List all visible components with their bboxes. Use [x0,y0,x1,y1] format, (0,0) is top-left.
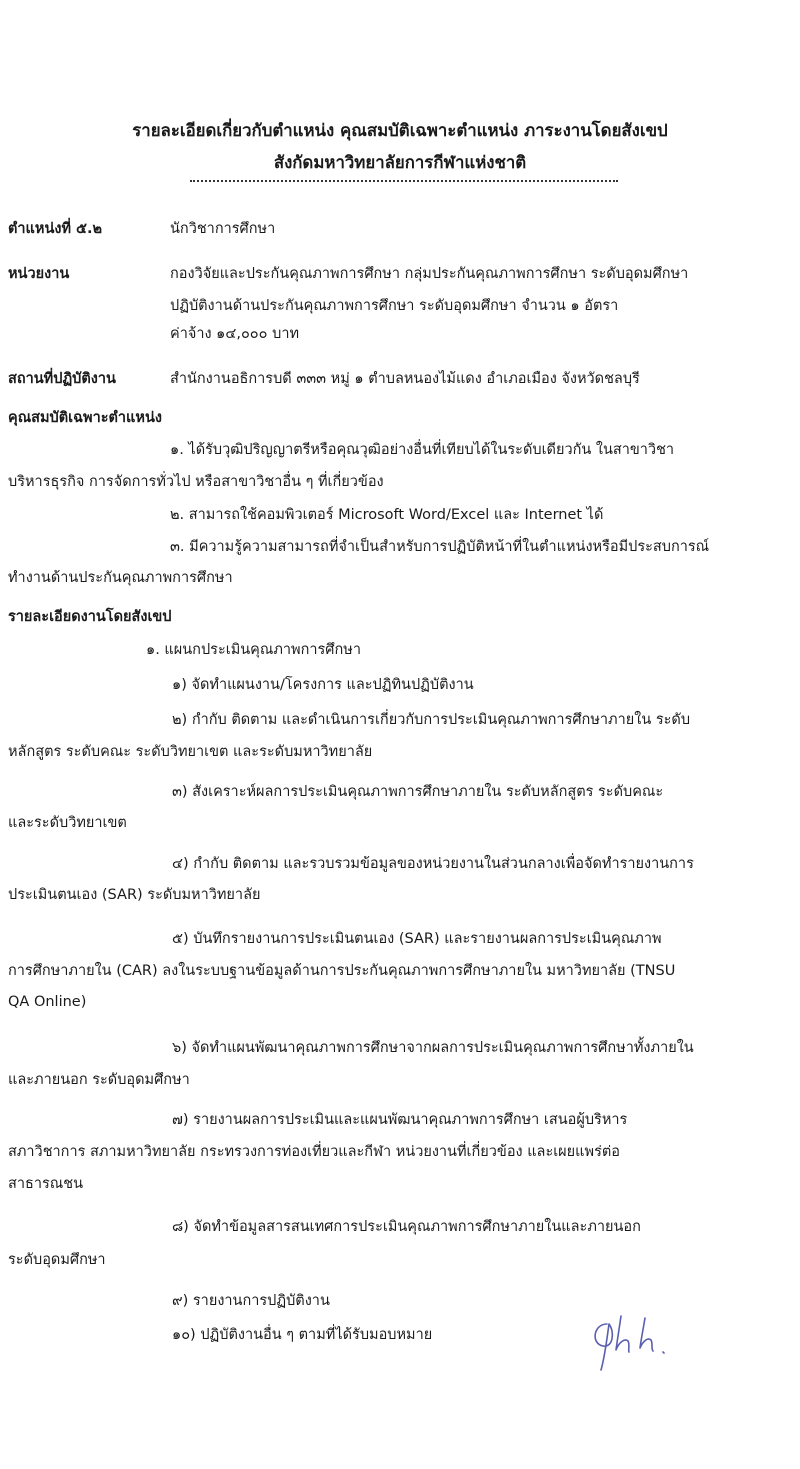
position-value: นักวิชาการศึกษา [170,221,276,237]
duty-3-line1: ๓) สังเคราะห์ผลการประเมินคุณภาพการศึกษาภายใน ระดับหลักสูตร ระดับคณะ [172,784,664,800]
qualification-1-line2: บริหารธุรกิจ การจัดการทั่วไป หรือสาขาวิชาอื่น ๆ ที่เกี่ยวข้อง [8,474,384,490]
qualification-3-line2: ทำงานด้านประกันคุณภาพการศึกษา [8,570,233,586]
document-title-line2: สังกัดมหาวิทยาลัยการกีฬาแห่งชาติ [273,152,527,172]
position-label: ตำแหน่งที่ ๕.๒ [8,221,103,237]
qualification-1-line1: ๑. ได้รับวุฒิปริญญาตรีหรือคุณวุฒิอย่างอื่นที่เทียบได้ในระดับเดียวกัน ในสาขาวิชา [170,442,675,458]
dotted-divider [190,180,618,182]
unit-salary: ค่าจ้าง ๑๔,๐๐๐ บาท [170,326,300,342]
duty-7-line1: ๗) รายงานผลการประเมินและแผนพัฒนาคุณภาพการศึกษา เสนอผู้บริหาร [172,1112,628,1128]
duty-1: ๑) จัดทำแผนงาน/โครงการ และปฏิทินปฏิบัติงาน [172,677,474,693]
qualifications-heading: คุณสมบัติเฉพาะตำแหน่ง [8,410,162,426]
duty-8-line2: ระดับอุดมศึกษา [8,1252,106,1268]
duty-3-line2: และระดับวิทยาเขต [8,815,127,831]
unit-line1: กองวิจัยและประกันคุณภาพการศึกษา กลุ่มประกันคุณภาพการศึกษา ระดับอุดมศึกษา [170,266,689,282]
duty-8-line1: ๘) จัดทำข้อมูลสารสนเทศการประเมินคุณภาพการศึกษาภายในและภายนอก [172,1219,641,1235]
duty-5-line1: ๕) บันทึกรายงานการประเมินตนเอง (SAR) และรายงานผลการประเมินคุณภาพ [172,931,662,947]
qualification-3-line1: ๓. มีความรู้ความสามารถที่จำเป็นสำหรับการปฏิบัติหน้าที่ในตำแหน่งหรือมีประสบการณ์ [170,539,710,555]
duty-4-line2: ประเมินตนเอง (SAR) ระดับมหาวิทยาลัย [8,887,261,903]
unit-label: หน่วยงาน [8,266,70,282]
duty-5-line2: การศึกษาภายใน (CAR) ลงในระบบฐานข้อมูลด้านการประกันคุณภาพการศึกษาภายใน มหาวิทยาลัย (TNSU [8,963,676,979]
handwritten-signature [585,1308,695,1378]
duties-section-1: ๑. แผนกประเมินคุณภาพการศึกษา [146,642,361,658]
location-value: สำนักงานอธิการบดี ๓๓๓ หมู่ ๑ ตำบลหนองไม้แดง อำเภอเมือง จังหวัดชลบุรี [170,371,640,387]
duty-7-line3: สาธารณชน [8,1176,83,1192]
duty-6-line2: และภายนอก ระดับอุดมศึกษา [8,1072,190,1088]
unit-line2: ปฏิบัติงานด้านประกันคุณภาพการศึกษา ระดับอุดมศึกษา จำนวน ๑ อัตรา [170,298,619,314]
document-title-line1: รายละเอียดเกี่ยวกับตำแหน่ง คุณสมบัติเฉพาะตำแหน่ง ภาระงานโดยสังเขป [132,120,668,140]
duty-9: ๙) รายงานการปฏิบัติงาน [172,1293,330,1309]
duty-2-line2: หลักสูตร ระดับคณะ ระดับวิทยาเขต และระดับมหาวิทยาลัย [8,744,373,760]
duty-6-line1: ๖) จัดทำแผนพัฒนาคุณภาพการศึกษาจากผลการประเมินคุณภาพการศึกษาทั้งภายใน [172,1040,694,1056]
duty-2-line1: ๒) กำกับ ติดตาม และดำเนินการเกี่ยวกับการประเมินคุณภาพการศึกษาภายใน ระดับ [172,712,691,728]
qualification-2: ๒. สามารถใช้คอมพิวเตอร์ Microsoft Word/Excel และ Internet ได้ [170,507,604,523]
duty-5-line3: QA Online) [8,994,87,1010]
duty-4-line1: ๔) กำกับ ติดตาม และรวบรวมข้อมูลของหน่วยงานในส่วนกลางเพื่อจัดทำรายงานการ [172,856,694,872]
duties-heading: รายละเอียดงานโดยสังเขป [8,609,172,625]
duty-10: ๑๐) ปฏิบัติงานอื่น ๆ ตามที่ได้รับมอบหมาย [172,1327,433,1343]
location-label: สถานที่ปฏิบัติงาน [8,371,116,387]
duty-7-line2: สภาวิชาการ สภามหาวิทยาลัย กระทรวงการท่องเที่ยวและกีฬา หน่วยงานที่เกี่ยวข้อง และเผยแพร่ต่อ [8,1144,620,1160]
